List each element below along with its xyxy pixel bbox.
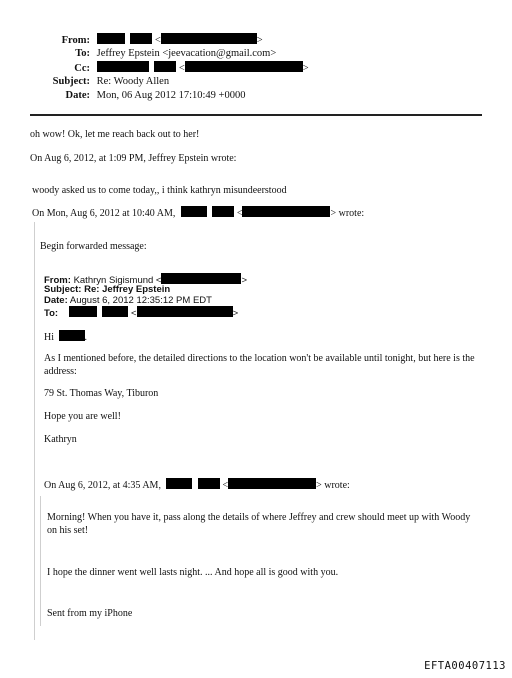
attribution-2 <box>32 206 364 220</box>
redaction <box>166 478 192 489</box>
fwd-to-label: To: <box>44 308 59 319</box>
email-header-subject <box>44 75 169 88</box>
signoff: Kathryn <box>44 434 77 445</box>
quote-bar-outer <box>34 222 35 640</box>
angle-bracket: > <box>316 480 322 491</box>
redaction <box>212 206 234 217</box>
attribution-2-suffix: wrote: <box>338 208 365 219</box>
date-value: Mon, 06 Aug 2012 17:10:49 +0000 <box>96 90 246 101</box>
redaction <box>198 478 220 489</box>
angle-bracket: > <box>302 63 309 74</box>
inner-1b: on his set! <box>47 525 89 536</box>
address: 79 St. Thomas Way, Tiburon <box>44 388 159 399</box>
subject-value: Re: Woody Allen <box>96 76 170 87</box>
cc-label: Cc: <box>74 63 90 74</box>
email-header-to <box>44 47 276 60</box>
wish: Hope you are well! <box>44 411 121 422</box>
redaction <box>161 273 241 284</box>
attribution-3-suffix: wrote: <box>324 480 350 491</box>
redaction <box>130 33 152 44</box>
fwd-to <box>44 306 238 319</box>
attribution-3 <box>44 478 350 492</box>
redaction <box>161 33 257 44</box>
inner-2: I hope the dinner went well lasts night. ... And hope all is good with you. <box>47 567 339 578</box>
to-label: To: <box>75 48 90 59</box>
attribution-3-prefix: On Aug 6, 2012, at 4:35 AM, <box>44 480 161 491</box>
fwd-from-name: Kathryn Sigismund < <box>73 275 162 286</box>
date-label: Date: <box>65 90 90 101</box>
attribution-2-prefix: On Mon, Aug 6, 2012 at 10:40 AM, <box>32 208 176 219</box>
redaction <box>181 206 207 217</box>
redaction <box>97 33 125 44</box>
reply-text: oh wow! Ok, let me reach back out to her! <box>30 129 200 140</box>
subject-label: Subject: <box>52 76 90 87</box>
angle-bracket: > <box>330 208 337 219</box>
email-header-from <box>44 33 263 47</box>
bates-number: EFTA00407113 <box>424 660 506 672</box>
greeting-text: Hi <box>44 332 54 343</box>
redaction <box>154 61 176 72</box>
quote-1-text: woody asked us to come today,, i think kathryn misundeerstood <box>32 185 287 196</box>
angle-bracket: > <box>232 308 239 319</box>
fwd-subject-label: Subject: <box>44 284 82 295</box>
email-header-date <box>44 89 245 102</box>
inner-1: Morning! When you have it, pass along the details of where Jeffrey and crew should meet up with Woody <box>47 512 471 523</box>
fwd-date <box>44 295 212 306</box>
redaction <box>97 61 149 72</box>
quote-bar-inner <box>40 496 41 626</box>
angle-bracket: < <box>178 63 185 74</box>
angle-bracket: < <box>131 308 137 319</box>
redaction <box>242 206 330 217</box>
to-value: Jeffrey Epstein <jeevacation@gmail.com> <box>96 48 277 59</box>
redaction <box>69 306 97 317</box>
body-1b: address: <box>44 366 77 377</box>
fwd-date-label: Date: <box>44 295 68 306</box>
email-header-cc <box>44 61 309 75</box>
forward-intro: Begin forwarded message: <box>40 241 147 252</box>
attribution-1: On Aug 6, 2012, at 1:09 PM, Jeffrey Epstein wrote: <box>30 153 237 164</box>
redaction <box>228 478 316 489</box>
fwd-subject-value: Re: Jeffrey Epstein <box>84 284 171 295</box>
fwd-from-label: From: <box>44 275 71 286</box>
angle-bracket: < <box>154 35 161 46</box>
angle-bracket: > <box>256 35 263 46</box>
angle-bracket: < <box>222 480 229 491</box>
header-divider <box>30 114 482 116</box>
redaction <box>59 330 85 341</box>
angle-bracket: > <box>241 275 248 286</box>
inner-3: Sent from my iPhone <box>47 608 133 619</box>
greeting: Hi . <box>44 332 87 343</box>
from-label: From: <box>61 35 90 46</box>
angle-bracket: < <box>236 208 243 219</box>
body-1: As I mentioned before, the detailed directions to the location won't be available until tonight, but here is the <box>44 353 475 364</box>
redaction <box>185 61 303 72</box>
redaction <box>137 306 233 317</box>
fwd-subject <box>44 284 170 295</box>
redaction <box>102 306 128 317</box>
fwd-date-value: August 6, 2012 12:35:12 PM EDT <box>69 295 212 306</box>
